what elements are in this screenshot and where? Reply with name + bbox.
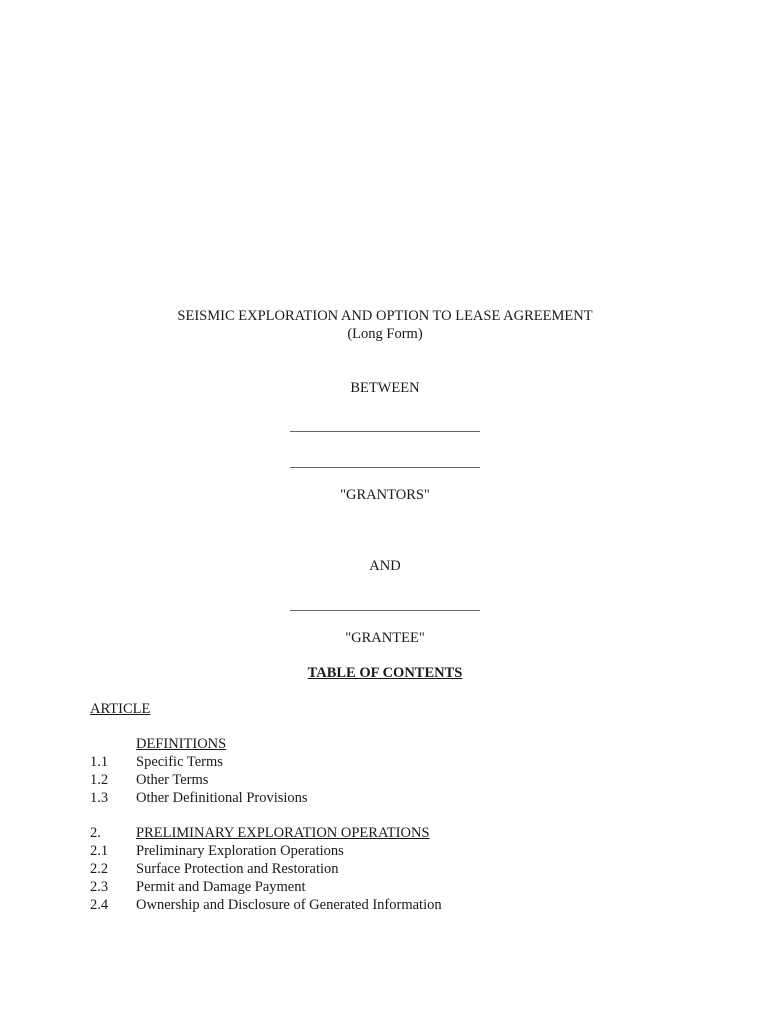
toc-section-number: 2.1 bbox=[90, 843, 109, 859]
toc-heading: TABLE OF CONTENTS bbox=[307, 665, 463, 681]
toc-section-number: 1.1 bbox=[90, 754, 109, 770]
toc-section-title: Ownership and Disclosure of Generated Information bbox=[136, 897, 442, 913]
toc-section-number: 2.3 bbox=[90, 879, 109, 895]
toc-section-number: 1.3 bbox=[90, 790, 109, 806]
toc-section-title: Other Terms bbox=[136, 772, 209, 788]
document-subtitle: (Long Form) bbox=[347, 326, 423, 342]
toc-section-number: 2. bbox=[90, 825, 101, 841]
toc-section-title: PRELIMINARY EXPLORATION OPERATIONS bbox=[136, 825, 430, 841]
document-title: SEISMIC EXPLORATION AND OPTION TO LEASE AGREEMENT bbox=[177, 308, 593, 324]
toc-section-title: Specific Terms bbox=[136, 754, 223, 770]
toc-section-title: Preliminary Exploration Operations bbox=[136, 843, 344, 859]
between-label: BETWEEN bbox=[350, 380, 420, 396]
toc-section-number: 1.2 bbox=[90, 772, 109, 788]
grantor-blank-line-1 bbox=[290, 431, 480, 432]
toc-section-title: Other Definitional Provisions bbox=[136, 790, 308, 806]
toc-section-title: Permit and Damage Payment bbox=[136, 879, 306, 895]
toc-section-number: 2.4 bbox=[90, 897, 109, 913]
grantee-blank-line bbox=[290, 610, 480, 611]
and-label: AND bbox=[369, 558, 401, 574]
toc-section-number: 2.2 bbox=[90, 861, 109, 877]
grantor-blank-line-2 bbox=[290, 467, 480, 468]
article-column-label: ARTICLE bbox=[90, 701, 151, 717]
grantee-label: "GRANTEE" bbox=[345, 630, 425, 646]
toc-section-title: DEFINITIONS bbox=[136, 736, 227, 752]
toc-section-title: Surface Protection and Restoration bbox=[136, 861, 339, 877]
grantors-label: "GRANTORS" bbox=[340, 487, 430, 503]
